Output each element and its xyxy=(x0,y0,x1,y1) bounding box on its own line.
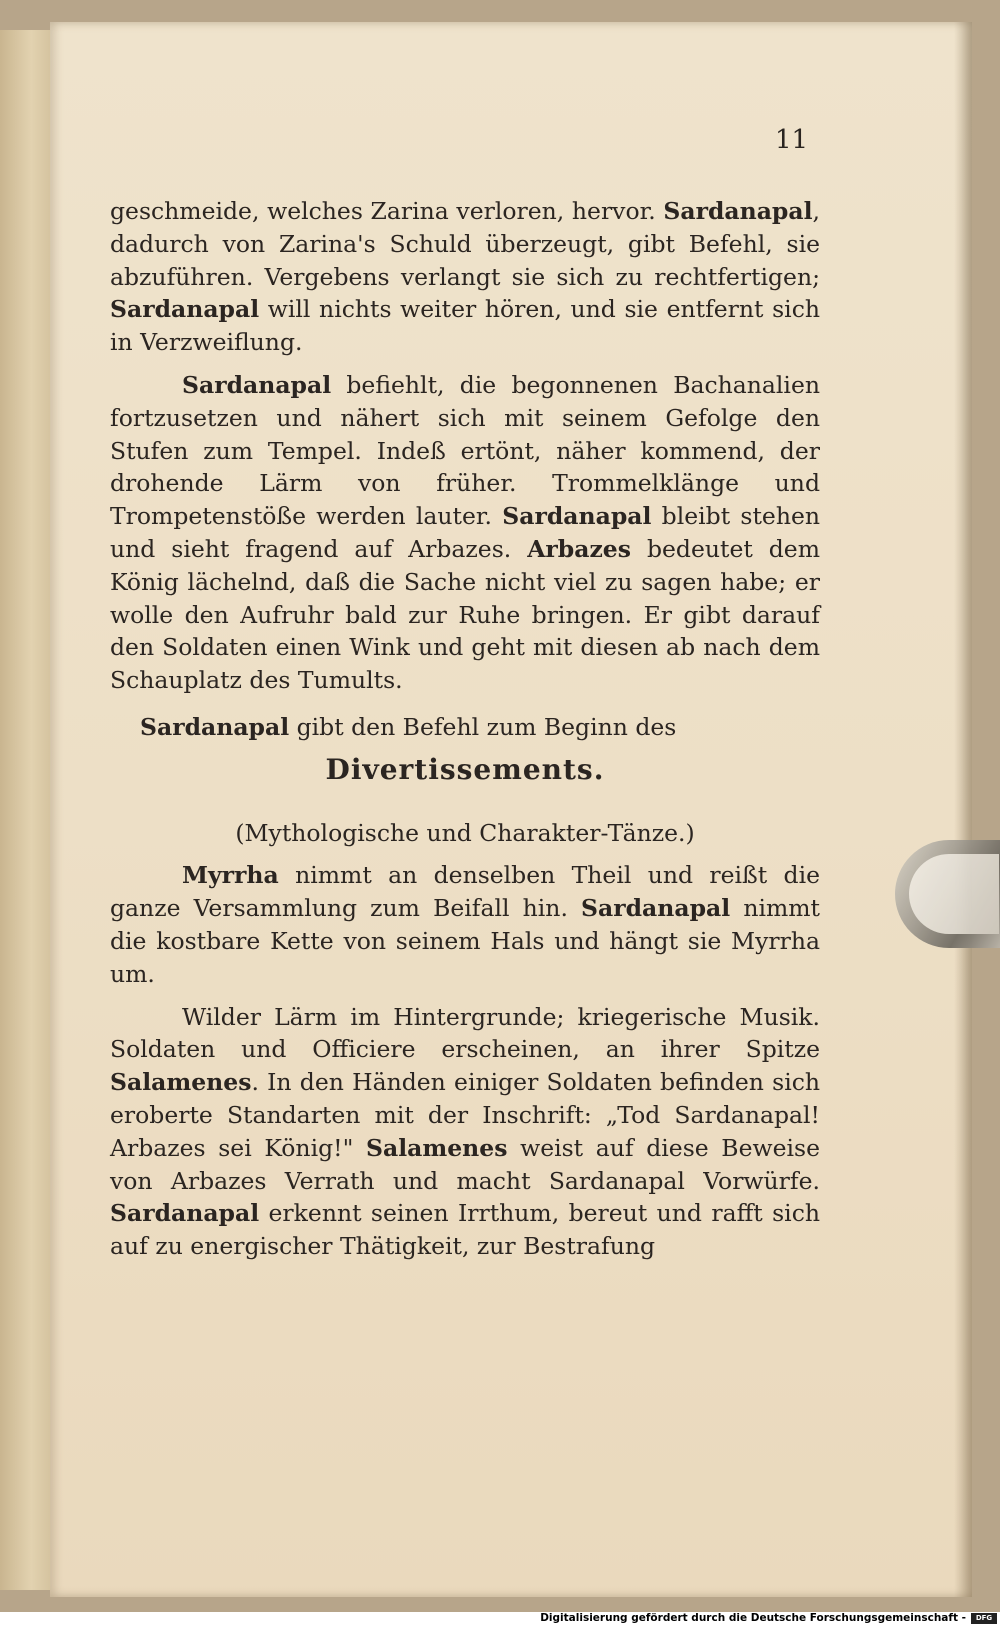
emphasized-name: Sardanapal xyxy=(110,295,260,324)
emphasized-name: Sardanapal xyxy=(110,1199,260,1228)
emphasized-name: Sardanapal xyxy=(182,370,332,399)
emphasized-name: Divertissements. xyxy=(325,752,605,786)
footer-credit: Digitalisierung gefördert durch die Deutsche Forschungsgemeinschaft - xyxy=(540,1612,966,1624)
divertissement-intro xyxy=(110,711,820,744)
paragraph-3 xyxy=(110,859,820,990)
text-run: . In den Händen einiger Soldaten befinden sich eroberte Standarten mit der Inschrift: „Tod Sardanapal! Arbazes sei König!" xyxy=(110,1068,820,1162)
text-run: befiehlt, die begonnenen Bachanalien fortzusetzen und nähert sich mit seinem Gefolge den Stufen zum Tempel. Indeß ertönt, näher kommend, der drohende Lärm von früher. Trommelklänge und Trompetenstöße werden lauter. xyxy=(110,370,820,531)
emphasized-name: Myrrha xyxy=(182,861,279,890)
text-run: gibt den Befehl zum Beginn des xyxy=(289,712,677,741)
page-body xyxy=(110,195,820,1263)
text-run: erkennt seinen Irrthum, bereut und rafft sich auf zu energischer Thätigkeit, zur Bestrafung xyxy=(110,1199,820,1261)
page-gutter-shadow xyxy=(954,22,972,1597)
section-subheading xyxy=(110,817,820,850)
text-run: bedeutet dem König lächelnd, daß die Sache nicht viel zu sagen habe; er wolle den Aufruhr bald zur Ruhe bringen. Er gibt darauf den Soldaten einen Wink und geht mit diesen ab nach dem Schauplatz des Tumults. xyxy=(110,534,820,695)
emphasized-name: Sardanapal xyxy=(502,502,652,531)
dfg-logo: DFG xyxy=(971,1613,997,1624)
text-run: will nichts weiter hören, und sie entfernt sich in Verzweiflung. xyxy=(110,295,820,357)
text-run: nimmt die kostbare Kette von seinem Hals und hängt sie Myrrha um. xyxy=(110,894,820,988)
paragraph-4 xyxy=(110,1001,820,1263)
text-run: (Mythologische und Charakter-Tänze.) xyxy=(235,818,695,847)
emphasized-name: Arbazes xyxy=(527,534,631,563)
text-run: weist auf diese Beweise von Arbazes Verrath und macht Sardanapal Vorwürfe. xyxy=(110,1133,820,1195)
previous-page-edge xyxy=(0,30,54,1590)
paragraph-2 xyxy=(110,369,820,697)
paragraph-1 xyxy=(110,195,820,359)
footer-bar xyxy=(0,1612,1000,1626)
emphasized-name: Sardanapal xyxy=(140,712,290,741)
emphasized-name: Sardanapal xyxy=(663,197,813,225)
section-heading xyxy=(110,754,820,787)
text-run: bleibt stehen und sieht fragend auf Arbazes. xyxy=(110,502,820,563)
text-run: nimmt an denselben Theil und reißt die ganze Versammlung zum Beifall hin. xyxy=(110,861,820,923)
page-clip-inner xyxy=(909,854,999,934)
page-number: 11 xyxy=(775,125,809,155)
text-run: , dadurch von Zarina's Schuld überzeugt, gibt Befehl, sie abzuführen. Vergebens verlangt sie sich zu rechtfertigen; xyxy=(110,197,820,291)
emphasized-name: Salamenes xyxy=(110,1068,252,1097)
text-run: Wilder Lärm im Hintergrunde; kriegerische Musik. Soldaten und Officiere erscheinen, an ihrer Spitze xyxy=(110,1002,820,1064)
emphasized-name: Sardanapal xyxy=(581,894,731,923)
emphasized-name: Salamenes xyxy=(366,1133,508,1162)
text-run: geschmeide, welches Zarina verloren, hervor. xyxy=(110,197,664,225)
page-clip xyxy=(895,840,1000,948)
